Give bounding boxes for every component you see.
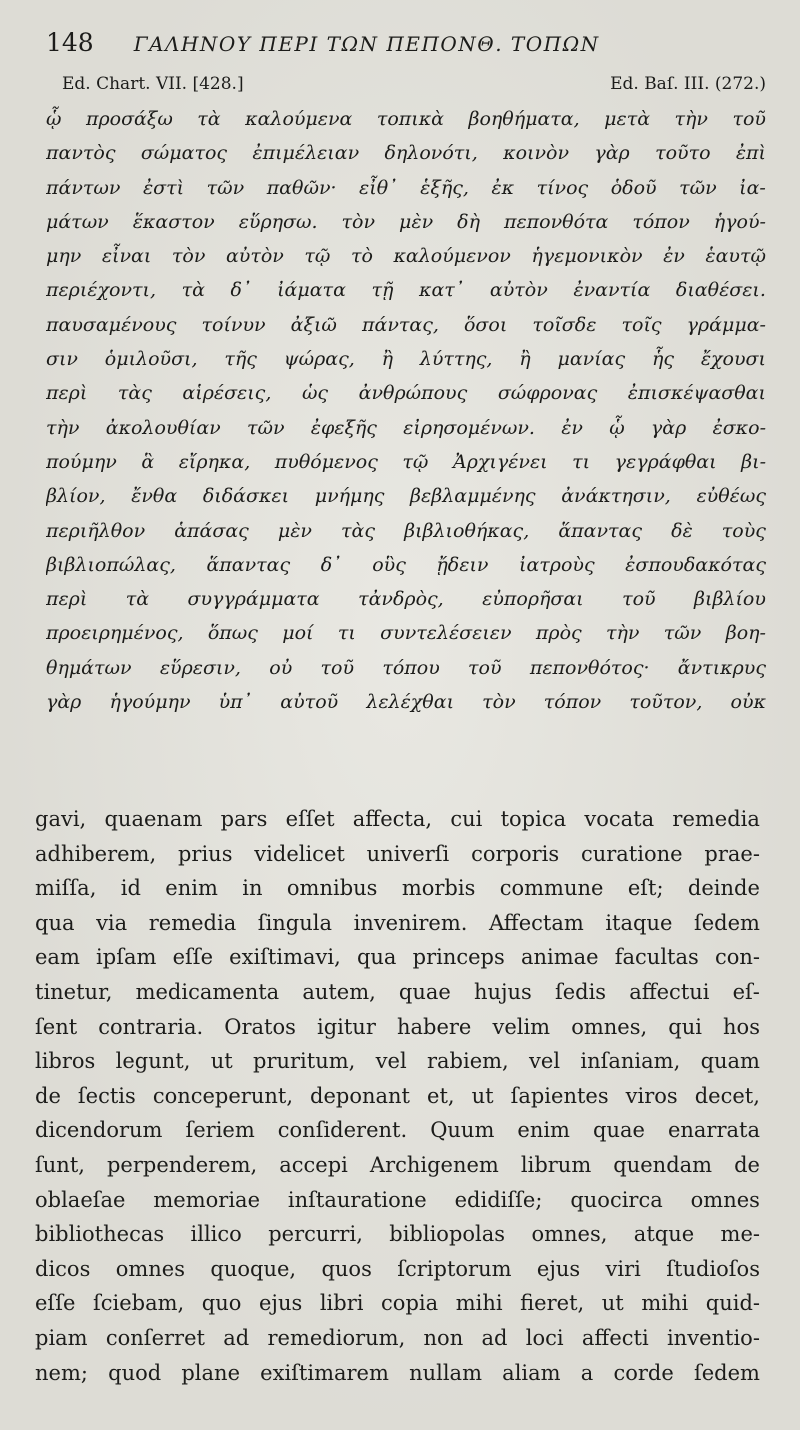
latin-text-line: dicos omnes quoque, quos ſcriptorum ejus viri ſtudioſos	[35, 1256, 760, 1281]
greek-text-line: προειρημένος, ὅπως μοί τι συντελέσειεν πρὸς τὴν τῶν βοη-	[46, 622, 766, 645]
greek-text-line: πάντων ἐστὶ τῶν παθῶν· εἶθ᾽ ἑξῆς, ἐκ τίνος ὁδοῦ τῶν ἰα-	[46, 176, 766, 199]
latin-text-line: de ſectis conceperunt, deponant et, ut ſapientes viros decet,	[35, 1083, 760, 1108]
greek-text-line: παυσαμένους τοίνυν ἀξιῶ πάντας, ὅσοι τοῖσδε τοῖς γράμμα-	[46, 313, 766, 336]
latin-text-line: qua via remedia ſingula invenirem. Affectam itaque ſedem	[35, 910, 760, 935]
greek-text-line: παντὸς σώματος ἐπιμέλειαν δηλονότι, κοινὸν γὰρ τοῦτο ἐπὶ	[46, 142, 766, 165]
greek-text-line: μην εἶναι τὸν αὐτὸν τῷ τὸ καλούμενον ἡγεμονικὸν ἐν ἑαυτῷ	[46, 245, 766, 268]
running-head	[46, 28, 674, 64]
greek-text-line: πούμην ἃ εἴρηκα, πυθόμενος τῷ Ἀρχιγένει τι γεγράφθαι βι-	[46, 450, 766, 473]
greek-text-line: ᾧ προσάξω τὰ καλούμενα τοπικὰ βοηθήματα, μετὰ τὴν τοῦ	[46, 108, 766, 130]
greek-text-line: περὶ τὰς αἱρέσεις, ὡς ἀνθρώπους σώφρονας ἐπισκέψασθαι	[46, 382, 766, 405]
greek-text-line: περιῆλθον ἁπάσας μὲν τὰς βιβλιοθήκας, ἅπαντας δὲ τοὺς	[46, 519, 766, 542]
latin-text-line: ſunt, perpenderem, accepi Archigenem librum quendam de	[35, 1152, 760, 1177]
latin-text-line: adhiberem, prius videlicet univerſi corporis curatione prae-	[35, 841, 760, 866]
greek-text-line: σιν ὁμιλοῦσι, τῆς ψώρας, ἢ λύττης, ἢ μανίας ἧς ἔχουσι	[46, 348, 766, 371]
edition-chartier: Ed. Chart. VII. [428.]	[62, 74, 244, 94]
latin-text-line: tinetur, medicamenta autem, quae hujus ſedis affectui eſ-	[35, 979, 760, 1004]
latin-text-line: dicendorum ſeriem conſiderent. Quum enim quae enarrata	[35, 1118, 760, 1143]
greek-text-line: βιβλιοπώλας, ἅπαντας δ᾽ οὓς ᾔδειν ἰατροὺς ἐσπουδακότας	[46, 553, 766, 576]
greek-text-line: μάτων ἕκαστον εὕρησω. τὸν μὲν δὴ πεπονθότα τόπον ἡγού-	[46, 210, 766, 233]
edition-basel: Ed. Baſ. III. (272.)	[610, 74, 766, 94]
latin-text-block	[35, 802, 760, 1390]
latin-text-line: libros legunt, ut pruritum, vel rabiem, vel inſaniam, quam	[35, 1049, 760, 1074]
latin-text-line: eſſe ſciebam, quo ejus libri copia mihi fieret, ut mihi quid-	[35, 1291, 760, 1316]
greek-text-line: περιέχοντι, τὰ δ᾽ ἰάματα τῇ κατ᾽ αὐτὸν ἐναντία διαθέσει.	[46, 279, 766, 302]
edition-references	[62, 74, 766, 94]
latin-text-line: miſſa, id enim in omnibus morbis commune eſt; deinde	[35, 876, 760, 901]
latin-text-line: nem; quod plane exiſtimarem nullam aliam a corde ſedem	[35, 1360, 760, 1385]
page-number: 148	[46, 28, 94, 57]
latin-text-line: oblaeſae memoriae inſtauratione edidiſſe; quocirca omnes	[35, 1187, 760, 1212]
latin-text-line: piam conſerret ad remediorum, non ad loci affecti inventio-	[35, 1325, 760, 1350]
latin-text-line: bibliothecas illico percurri, bibliopolas omnes, atque me-	[35, 1222, 760, 1247]
latin-text-line: ſent contraria. Oratos igitur habere velim omnes, qui hos	[35, 1014, 760, 1039]
greek-text-line: περὶ τὰ συγγράμματα τἀνδρὸς, εὐπορῆσαι τοῦ βιβλίου	[46, 588, 766, 611]
greek-text-block	[46, 102, 766, 719]
greek-text-line: θημάτων εὕρεσιν, οὐ τοῦ τόπου τοῦ πεπονθότος· ἄντικρυς	[46, 656, 766, 679]
greek-text-line: τὴν ἀκολουθίαν τῶν ἐφεξῆς εἰρησομένων. ἐν ᾧ γὰρ ἐσκο-	[46, 416, 766, 439]
greek-text-line: γὰρ ἡγούμην ὑπ᾽ αὐτοῦ λελέχθαι τὸν τόπον τοῦτον, οὐκ	[46, 691, 766, 714]
latin-text-line: gavi, quaenam pars eſſet affecta, cui topica vocata remedia	[35, 807, 760, 831]
greek-text-line: βλίον, ἔνθα διδάσκει μνήμης βεβλαμμένης ἀνάκτησιν, εὐθέως	[46, 485, 766, 508]
latin-text-line: eam ipſam eſſe exiſtimavi, qua princeps animae facultas con-	[35, 945, 760, 970]
running-title: ΓΑΛΗΝΟΥ ΠΕΡΙ ΤΩΝ ΠΕΠΟΝΘ. ΤΟΠΩΝ	[133, 32, 600, 56]
